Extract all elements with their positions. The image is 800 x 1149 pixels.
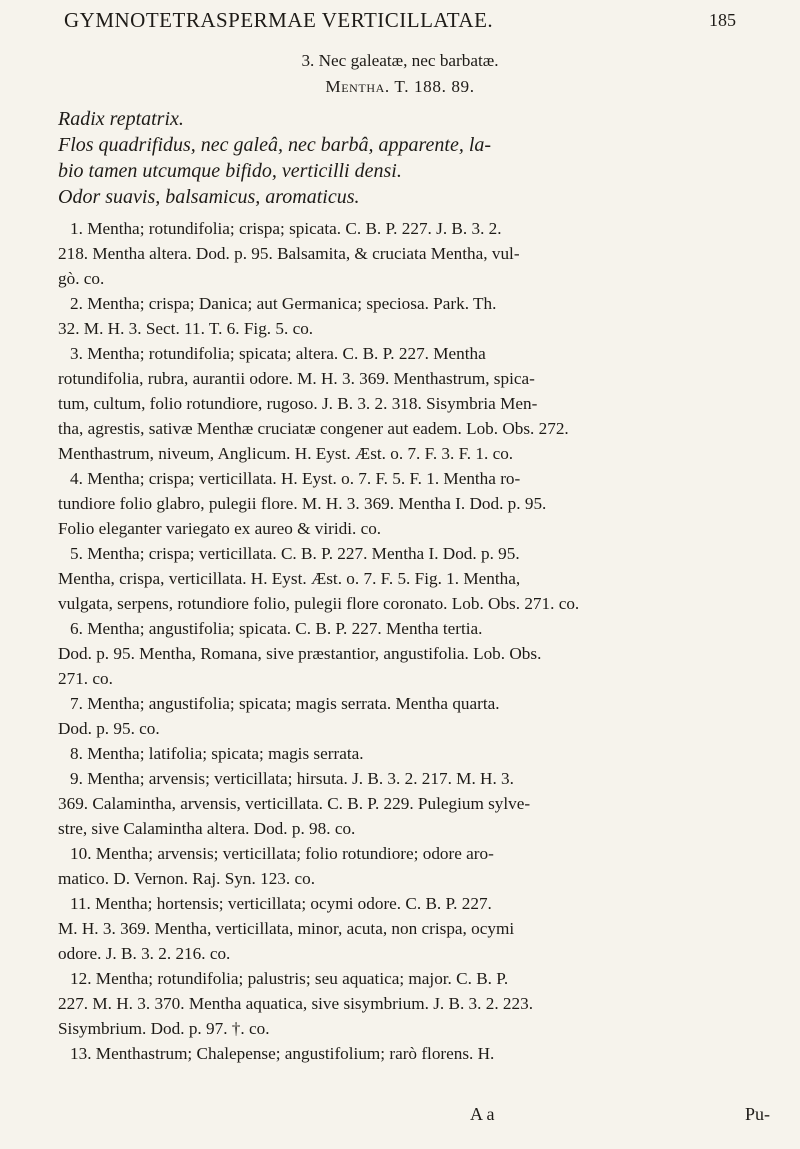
body-line: vulgata, serpens, rotundiore folio, pulegii flore coronato. Lob. Obs. 271. co. [58,594,580,613]
body-line: 218. Mentha altera. Dod. p. 95. Balsamita, & cruciata Mentha, vul- [58,244,520,263]
character-flos: Flos quadrifidus, nec galeâ, nec barbâ, apparente, la- [58,134,492,156]
genus-heading: Mentha. T. 188. 89. [325,77,475,96]
body-line: 3. Mentha; rotundifolia; spicata; altera. C. B. P. 227. Mentha [70,344,486,363]
signature-mark: A a [470,1104,495,1124]
character-odor: Odor suavis, balsamicus, aromaticus. [58,186,360,208]
body-line: 32. M. H. 3. Sect. 11. T. 6. Fig. 5. co. [58,319,314,338]
body-line: 1. Mentha; rotundifolia; crispa; spicata. C. B. P. 227. J. B. 3. 2. [70,219,502,238]
body-line: 369. Calamintha, arvensis, verticillata. C. B. P. 229. Pulegium sylve- [58,794,531,813]
running-head-title: GYMNOTETRASPERMAE VERTICILLATAE. [64,8,494,32]
body-line: rotundifolia, rubra, aurantii odore. M. H. 3. 369. Menthastrum, spica- [58,369,535,388]
body-line: tundiore folio glabro, pulegii flore. M. H. 3. 369. Mentha I. Dod. p. 95. [58,494,547,513]
character-flos-cont: bio tamen utcumque bifido, verticilli densi. [58,160,402,182]
body-line: 5. Mentha; crispa; verticillata. C. B. P. 227. Mentha I. Dod. p. 95. [70,544,520,563]
body-line: 9. Mentha; arvensis; verticillata; hirsuta. J. B. 3. 2. 217. M. H. 3. [70,769,514,788]
body-line: Menthastrum, niveum, Anglicum. H. Eyst. Æst. o. 7. F. 3. F. 1. co. [58,444,514,463]
section-heading: 3. Nec galeatæ, nec barbatæ. [301,51,499,70]
body-line: odore. J. B. 3. 2. 216. co. [58,944,231,963]
body-line: 4. Mentha; crispa; verticillata. H. Eyst. o. 7. F. 5. F. 1. Mentha ro- [70,469,521,488]
body-line: tum, cultum, folio rotundiore, rugoso. J. B. 3. 2. 318. Sisymbria Men- [58,394,538,413]
body-line: Dod. p. 95. Mentha, Romana, sive præstantior, angustifolia. Lob. Obs. [58,644,542,663]
body-line: Folio eleganter variegato ex aureo & viridi. co. [58,519,382,538]
body-line: stre, sive Calamintha altera. Dod. p. 98. co. [58,819,356,838]
catchword: Pu- [744,1104,770,1124]
body-line: 11. Mentha; hortensis; verticillata; ocymi odore. C. B. P. 227. [70,894,492,913]
body-line: M. H. 3. 369. Mentha, verticillata, minor, acuta, non crispa, ocymi [58,919,515,938]
body-line: 8. Mentha; latifolia; spicata; magis serrata. [70,744,364,763]
body-line: matico. D. Vernon. Raj. Syn. 123. co. [58,869,315,888]
body-line: 10. Mentha; arvensis; verticillata; folio rotundiore; odore aro- [70,844,494,863]
running-head [64,8,736,42]
body-line: Dod. p. 95. co. [58,719,160,738]
body-line: tha, agrestis, sativæ Menthæ cruciatæ congener aut eadem. Lob. Obs. 272. [58,419,569,438]
body-line: 271. co. [58,669,113,688]
body-line: 6. Mentha; angustifolia; spicata. C. B. P. 227. Mentha tertia. [70,619,483,638]
body-line: 13. Menthastrum; Chalepense; angustifolium; rarò florens. H. [70,1044,495,1063]
body-line: 12. Mentha; rotundifolia; palustris; seu aquatica; major. C. B. P. [70,969,509,988]
page-number: 185 [709,10,736,30]
body-line: 227. M. H. 3. 370. Mentha aquatica, sive sisymbrium. J. B. 3. 2. 223. [58,994,534,1013]
body-line: gò. co. [58,269,105,288]
character-radix: Radix reptatrix. [58,108,184,130]
body-line: 2. Mentha; crispa; Danica; aut Germanica; speciosa. Park. Th. [70,294,497,313]
body-line: Mentha, crispa, verticillata. H. Eyst. Æst. o. 7. F. 5. Fig. 1. Mentha, [58,569,521,588]
body-line: Sisymbrium. Dod. p. 97. †. co. [58,1019,270,1038]
body-line: 7. Mentha; angustifolia; spicata; magis serrata. Mentha quarta. [70,694,500,713]
